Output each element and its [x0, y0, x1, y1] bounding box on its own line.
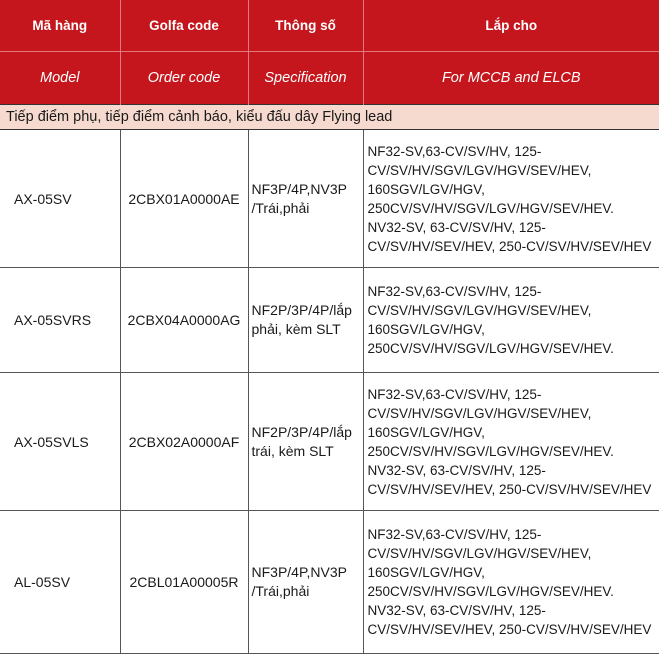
table-row: [0, 511, 659, 654]
header-golfa-code: Golfa code: [120, 0, 248, 52]
subheader-row: [0, 52, 659, 105]
subheader-model: Model: [0, 52, 120, 105]
fit-line: 160SGV/LGV/HGV,: [367, 181, 485, 197]
cell-model: AX-05SVRS: [0, 268, 120, 373]
cell-model: AX-05SVLS: [0, 373, 120, 511]
table-row: [0, 373, 659, 511]
cell-code: 2CBX02A0000AF: [120, 373, 248, 511]
fit-line: NV32-SV, 63-CV/SV/HV, 125-: [367, 603, 546, 618]
fit-line: NV32-SV, 63-CV/SV/HV, 125-: [367, 462, 546, 478]
fit-line: 250CV/SV/HV/SGV/LGV/HGV/SEV/HEV.: [367, 584, 614, 599]
cell-model: AX-05SV: [0, 130, 120, 268]
cell-spec: NF3P/4P,NV3P /Trái,phải: [248, 130, 363, 268]
fit-line: 250CV/SV/HV/SGV/LGV/HGV/SEV/HEV.: [367, 443, 614, 459]
fit-line: NF32-SV,63-CV/SV/HV, 125-: [367, 527, 542, 542]
section-row: [0, 105, 659, 130]
cell-spec: NF3P/4P,NV3P /Trái,phải: [248, 511, 363, 654]
fit-line: 160SGV/LGV/HGV,: [367, 424, 485, 440]
cell-spec: NF2P/3P/4P/lắp trái, kèm SLT: [248, 373, 363, 511]
cell-code: 2CBL01A00005R: [120, 511, 248, 654]
fit-line: 160SGV/LGV/HGV,: [367, 565, 485, 580]
fit-line: CV/SV/HV/SEV/HEV, 250-CV/SV/HV/SEV/HEV: [367, 622, 652, 637]
cell-model: AL-05SV: [0, 511, 120, 654]
cell-code: 2CBX01A0000AE: [120, 130, 248, 268]
fit-line: CV/SV/HV/SGV/LGV/HGV/SEV/HEV,: [367, 405, 592, 421]
table-row: [0, 268, 659, 373]
cell-fit: [363, 511, 659, 654]
fit-line: CV/SV/HV/SGV/LGV/HGV/SEV/HEV,: [367, 303, 592, 318]
fit-line: CV/SV/HV/SEV/HEV, 250-CV/SV/HV/SEV/HEV: [367, 238, 652, 254]
fit-line: NF32-SV,63-CV/SV/HV, 125-: [367, 284, 542, 299]
fit-line: NV32-SV, 63-CV/SV/HV, 125-: [367, 219, 546, 235]
fit-line: 250CV/SV/HV/SGV/LGV/HGV/SEV/HEV.: [367, 341, 614, 356]
fit-line: NF32-SV,63-CV/SV/HV, 125-: [367, 143, 542, 159]
fit-line: CV/SV/HV/SGV/LGV/HGV/SEV/HEV,: [367, 546, 592, 561]
fit-line: CV/SV/HV/SEV/HEV, 250-CV/SV/HV/SEV/HEV: [367, 481, 652, 497]
subheader-specification: Specification: [248, 52, 363, 105]
header-fits: Lắp cho: [363, 0, 659, 52]
section-title: Tiếp điểm phụ, tiếp điểm cảnh báo, kiểu đấu dây Flying lead: [0, 105, 659, 130]
cell-code: 2CBX04A0000AG: [120, 268, 248, 373]
fit-line: 250CV/SV/HV/SGV/LGV/HGV/SEV/HEV.: [367, 200, 614, 216]
cell-fit: [363, 130, 659, 268]
header-row: [0, 0, 659, 52]
fit-line: CV/SV/HV/SGV/LGV/HGV/SEV/HEV,: [367, 162, 592, 178]
header-model: Mã hàng: [0, 0, 120, 52]
cell-fit: [363, 373, 659, 511]
subheader-fits: For MCCB and ELCB: [363, 52, 659, 105]
cell-fit: [363, 268, 659, 373]
header-specification: Thông số: [248, 0, 363, 52]
fit-line: 160SGV/LGV/HGV,: [367, 322, 485, 337]
subheader-order-code: Order code: [120, 52, 248, 105]
fit-line: NF32-SV,63-CV/SV/HV, 125-: [367, 386, 542, 402]
cell-spec: NF2P/3P/4P/lắp phải, kèm SLT: [248, 268, 363, 373]
table-row: [0, 130, 659, 268]
